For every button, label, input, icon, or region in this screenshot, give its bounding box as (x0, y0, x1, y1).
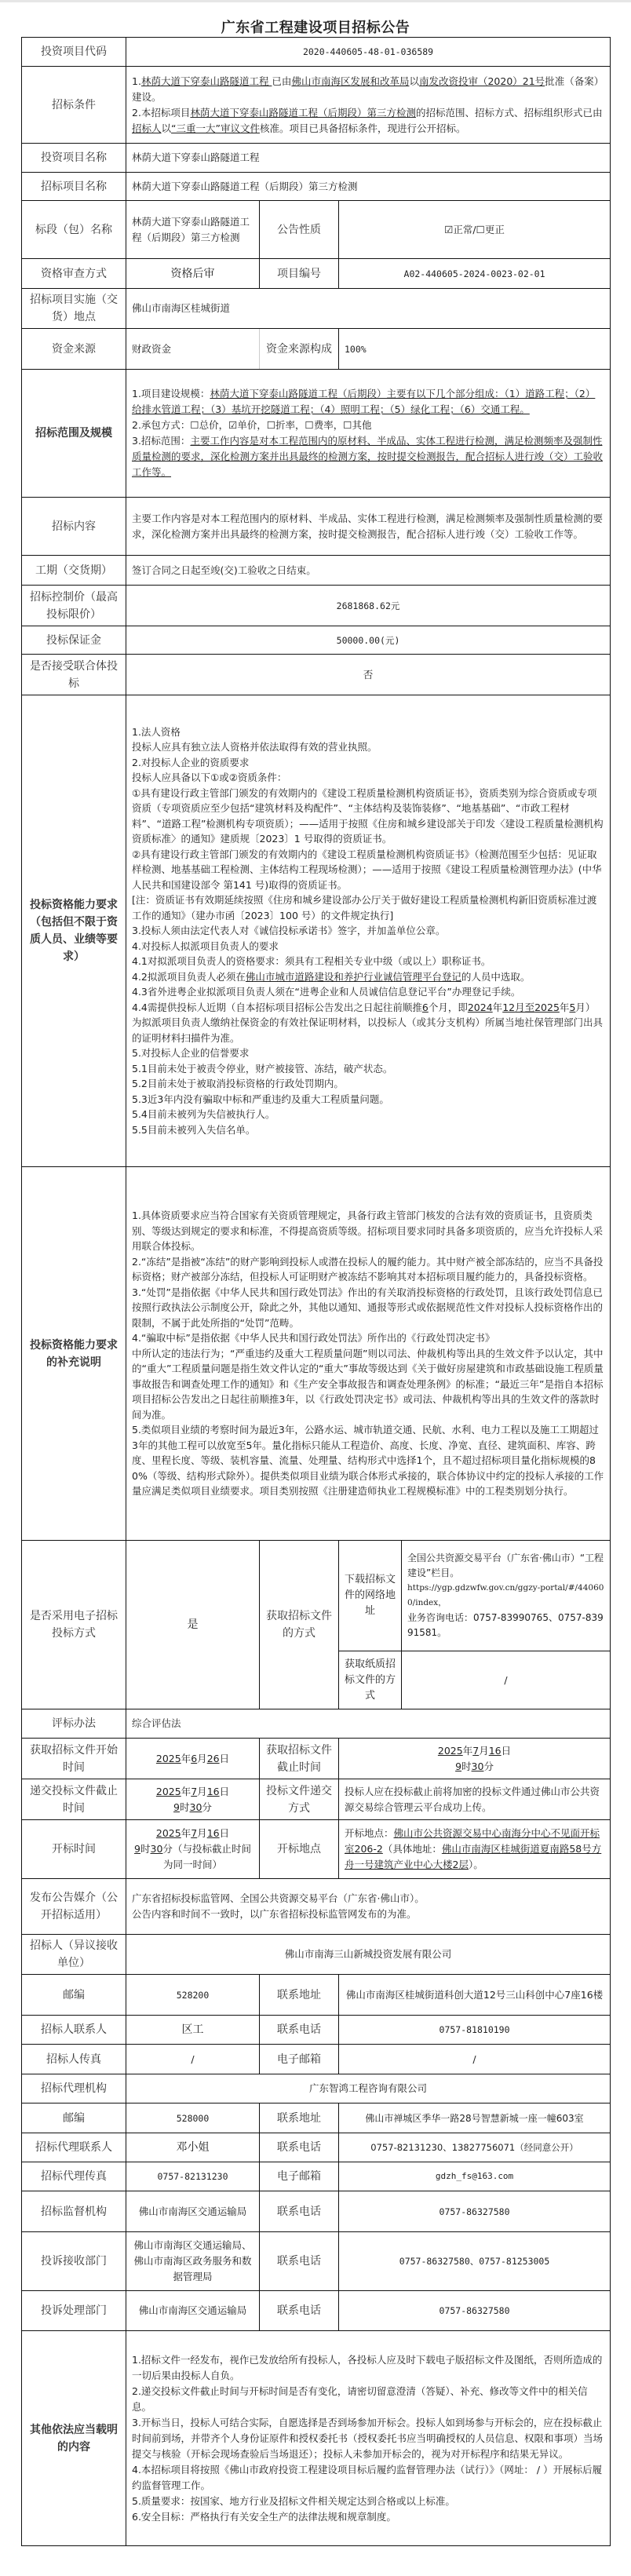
text: 2.对投标人企业的资质要求 (132, 756, 250, 768)
agency-fax-value: 0757-82131230 (126, 2162, 260, 2191)
complaint-proc-label: 投诉处理部门 (22, 2291, 126, 2331)
text: 12 (502, 1001, 516, 1013)
text: 4.2拟派项目负责人必须在 (132, 970, 246, 983)
text: 16 (206, 1827, 220, 1839)
text: 30 (189, 1801, 202, 1813)
supervisor-value: 佛山市南海区交通运输局 (126, 2191, 260, 2232)
invest-code-label: 投资项目代码 (22, 38, 126, 67)
agency-contact-label: 招标代理联系人 (22, 2133, 126, 2162)
text: 以 (161, 122, 172, 134)
row-tenderer (22, 1935, 611, 1975)
submit-way-value: 投标人应在投标截止前将加密的投标文件通过佛山市公共资源交易综合管理云平台成功上传。 (339, 1779, 611, 1820)
other-label: 其他依法应当载明的内容 (22, 2331, 126, 2546)
text: ）。 (468, 1859, 483, 1870)
text: 以 (409, 75, 419, 87)
media-label: 发布公告媒介（公开招标适用） (22, 1879, 126, 1935)
text: 30 (471, 1760, 484, 1772)
tender-notice-table (21, 37, 611, 2546)
row-electronic (22, 1541, 611, 1651)
text: 5.5目前未被列入失信名单。 (132, 1123, 256, 1136)
get-end-label: 获取招标文件截止时间 (260, 1739, 339, 1779)
text: 核准。项目已具备招标条件，现进行公开招标。 (259, 122, 466, 134)
agency-tel-value: 0757-82131230、13827756071（经同意公开） (339, 2133, 611, 2162)
text: 4.对投标人拟派项目负责人的要求 (132, 940, 279, 952)
tenderer-tel-label: 联系电话 (260, 2016, 339, 2045)
text: 投标人应具备以下①或②资质条件： (132, 772, 287, 784)
row-complaint-proc (22, 2291, 611, 2331)
text: 6 (191, 1752, 198, 1764)
electronic-value: 是 (126, 1541, 260, 1709)
text: 业务咨询电话：0757-83990765、0757-83991581。 (407, 1612, 604, 1638)
text: 3.开标当日，投标人可结合实际，自愿选择是否到场参加开标会。投标人如到场参与开标会的，应在投标截止时间前到场，并带齐个人身份证原件和授权委托书（授权委托书应当明确授权的人员信息、权限和事项）当场提交与核验（开标会现场查验后当场退还）；投标人未参加开标会的，视为对开标程序和结果无异议。 (132, 2416, 604, 2460)
text: 2.本招标项目 (132, 106, 191, 119)
location-value: 佛山市南海区桂城街道 (126, 289, 611, 329)
row-invest-code (22, 38, 611, 67)
text: 月至 (515, 1001, 535, 1013)
tenderer-contact-label: 招标人联系人 (22, 2016, 126, 2045)
tenderer-fax-value: / (126, 2045, 260, 2074)
text: 招标人 (132, 122, 162, 134)
opening-place-value (339, 1820, 611, 1879)
complaint-proc-tel-value: 0757-86327580 (339, 2291, 611, 2331)
tenderer-value: 佛山市南海三山新城投资发展有限公司 (126, 1935, 611, 1975)
agency-contact-value: 邓小姐 (126, 2133, 260, 2162)
row-get-time (22, 1739, 611, 1779)
text: 1. (132, 75, 141, 87)
price-label: 招标控制价（最高投标限价） (22, 586, 126, 626)
consortium-label: 是否接受联合体投标 (22, 655, 126, 695)
text: 2025 (534, 1001, 560, 1013)
get-method-label: 获取招标文件的方式 (260, 1541, 339, 1709)
page-title: 广东省工程建设项目招标公告 (221, 20, 410, 36)
period-label: 工期（交货期） (22, 556, 126, 586)
invest-name-value: 林荫大道下穿泰山路隧道工程 (126, 144, 611, 173)
text: 3.招标范围： (132, 435, 191, 447)
paper-value: / (402, 1651, 611, 1709)
text: 全国公共资源交易平台（广东省·佛山市）“工程建设”栏目。 (407, 1553, 604, 1578)
text: 2025 (155, 1827, 181, 1839)
text: 7 (191, 1785, 198, 1797)
text: 16 (206, 1785, 220, 1797)
fund-value: 财政资金 (126, 329, 260, 370)
tenderer-zip-value: 528200 (126, 1975, 260, 2016)
text: 2.承包方式：☐总价，☑单价，☐折率，☐费率，☐其他 (132, 419, 372, 431)
agency-tel-label: 联系电话 (260, 2133, 339, 2162)
row-fund (22, 329, 611, 370)
deposit-label: 投标保证金 (22, 626, 126, 655)
paper-label: 获取纸质招标文件的方式 (339, 1651, 402, 1709)
text: 5.2目前未处于被取消投标资格的行政处罚期内。 (132, 1078, 344, 1090)
tenderer-tel-value: 0757-81810190 (339, 2016, 611, 2045)
text: 月）为拟派项目负责人缴纳社保资金的有效社保证明材料，以投标人（或其分支机构）所属当地社保管理部门出具的证明材料扫描件为准。 (132, 1001, 604, 1044)
text: 年 (559, 1001, 570, 1013)
row-price (22, 586, 611, 626)
project-code-label: 项目编号 (260, 259, 339, 289)
text: 2.递交投标文件截止时间与开标时间是否有变化，请密切留意澄清（答疑）、补充、修改等文件中的相关信息。 (132, 2384, 588, 2413)
agency-zip-label: 邮编 (22, 2103, 126, 2133)
row-tenderer-contact (22, 2016, 611, 2045)
text: 林荫大道下穿泰山路隧道工程（后期段）主要有以下几个部分组成：（1）道路工程；（2）给排水管道工程；（3）基坑开挖隧道工程；（4）照明工程；（5）绿化工程；（6）交通工程。 (132, 388, 596, 415)
get-start-label: 获取招标文件开始时间 (22, 1739, 126, 1779)
content-label: 招标内容 (22, 498, 126, 556)
media-value (126, 1879, 611, 1935)
project-code-value: A02-440605-2024-0023-02-01 (339, 259, 611, 289)
text: 4.4需提供投标人近期（自本招标项目招标公告发出之日起往前顺推 (132, 1001, 422, 1013)
submit-value: 2025年7月16日 9时30分 (126, 1779, 260, 1820)
conditions-label: 招标条件 (22, 67, 126, 144)
text: 投标人应具有独立法人资格并依法取得有效的营业执照。 (132, 741, 378, 753)
text: 1.招标文件一经发布，视作已发放给所有投标人，各投标人应及时下载电子版招标文件及图纸，否则所造成的一切后果由投标人自负。 (132, 2353, 603, 2381)
complaint-recv-tel-value: 0757-86327580、0757-81253005 (339, 2232, 611, 2291)
row-invest-name (22, 144, 611, 173)
text: 2025 (155, 1752, 181, 1764)
text: 5 (569, 1001, 576, 1013)
row-agency-zip (22, 2103, 611, 2133)
text: [注：资质证书有效期延续按照《住房和城乡建设部办公厅关于做好建设工程质量检测机构新旧资质标准过渡工作的通知》（建办市函〔2023〕100 号）的文件规定执行] (132, 894, 597, 921)
row-tender-name (22, 173, 611, 201)
fund-comp-label: 资金来源构成 (260, 329, 339, 370)
opening-label: 开标时间 (22, 1820, 126, 1879)
agency-mail-value[interactable]: gdzh_fs@163.com (339, 2162, 611, 2191)
text: 9 (173, 1801, 180, 1813)
supplement-value (126, 1167, 611, 1541)
row-tenderer-fax (22, 2045, 611, 2074)
period-value: 签订合同之日起至竣(交)工验收之日结束。 (126, 556, 611, 586)
row-submit (22, 1779, 611, 1820)
text: 林荫大道下穿泰山路隧道工程（后期段）第三方检测 (190, 106, 416, 119)
text: 的招标范围、招标方式、招标组织形式已由 (415, 106, 603, 119)
tender-name-value: 林荫大道下穿泰山路隧道工程（后期段）第三方检测 (126, 173, 611, 201)
text: 公告内容和时间不一致时，以广东省招标投标监管网发布的为准。 (132, 1908, 417, 1920)
row-location (22, 289, 611, 329)
text: 2025 (155, 1785, 181, 1797)
get-end-value: 2025年7月16日 9时30分 (339, 1739, 611, 1779)
supervisor-tel-label: 联系电话 (260, 2191, 339, 2232)
fund-comp-value: 100% (339, 329, 611, 370)
tenderer-addr-value: 佛山市南海区桂城街道科创大道12号三山科创中心7座16楼 (339, 1975, 611, 2016)
text: 4.本招标项目将按照《佛山市政府投资工程建设项目标后履约监督管理办法（试行）》（网址： / ）开展标后履约监督管理工作。 (132, 2463, 603, 2491)
text: 主要工作内容是对本工程范围内的原材料、半成品、实体工程进行检测，满足检测频率及强制性质量检测的要求，深化检测方案并出具最终的检测方案，按时提交检测报告，配合招标人进行竣（交）工验收工作等。 (132, 435, 604, 478)
review-label: 资格审查方式 (22, 259, 126, 289)
row-content (22, 498, 611, 556)
tenderer-label: 招标人（异议接收单位） (22, 1935, 126, 1975)
invest-name-label: 投资项目名称 (22, 144, 126, 173)
row-scope (22, 370, 611, 498)
qualification-label: 投标资格能力要求（包括但不限于资质人员、业绩等要求） (22, 695, 126, 1167)
row-deposit (22, 626, 611, 655)
text: 广东省招标投标监管网、全国公共资源交易平台（广东省·佛山市）。 (132, 1892, 425, 1904)
row-other (22, 2331, 611, 2546)
text: 南发改资投审（2020）21号 (418, 75, 545, 87)
complaint-recv-label: 投诉接收部门 (22, 2232, 126, 2291)
text: 2.“冻结”是指被“冻结”的财产影响到投标人或潜在投标人的履约能力。其中财产被全部冻结的，应当不具备投标资格；财产被部分冻结，但投标人可证明财产被冻结不影响其对本招标项目履约能力的，具备投标资格。 (132, 1255, 604, 1283)
deposit-value: 50000.00(元) (126, 626, 611, 655)
row-opening (22, 1820, 611, 1879)
text: ②具有建设行政主管部门颁发的有效期内的《建设工程质量检测机构资质证书》（检测范围至少包括：见证取样检测、地基基础工程检测、主体结构工程现场检测）；——适用于按照《建设工程质量检测管理办法》(中华人民共和国建设部令 第141 号)取得的资质证书。 (132, 848, 602, 891)
tenderer-addr-label: 联系地址 (260, 1975, 339, 2016)
download-link[interactable]: https://ygp.gdzwfw.gov.cn/ggzy-portal/#/440600/index， (407, 1583, 604, 1607)
nature-value: ☑正常/☐更正 (339, 201, 611, 259)
section-label: 标段（包）名称 (22, 201, 126, 259)
text: 1.法人资格 (132, 725, 181, 738)
text: 已由 (272, 75, 292, 87)
text: 的人员中选取。 (461, 970, 531, 983)
text: 中所认定的违法行为；“严重违约及重大工程质量问题”则以司法、仲裁机构等出具的生效文件予以认定，其中的“重大”工程质量问题是指生效文件认定的“重大”事故等级达到《关于做好房屋建筑和市政基础设施工程质量事故报告和调查处理工作的通知》和《生产安全事故报告和调查处理条例》的标准；“最近三年”是指自本招标项目招标公告发出之日起往前顺推3年，以《行政处罚决定书》或司法、仲裁机构等出具的生效文件的落款时间为准。 (132, 1347, 604, 1421)
text: 4.1对拟派项目负责人的资格要求：须具有工程相关专业中级（或以上）职称证书。 (132, 955, 491, 968)
row-agency-fax (22, 2162, 611, 2191)
text: 佛山市公共资源交易中心南海分中心不见面开标室206-2 (345, 1827, 600, 1855)
text: 开标地点： (345, 1827, 394, 1839)
evaluation-label: 评标办法 (22, 1709, 126, 1739)
complaint-recv-value: 佛山市南海区交通运输局、佛山市南海区政务服务和数据管理局 (126, 2232, 260, 2291)
opening-place-label: 开标地点 (260, 1820, 339, 1879)
text: 2024 (467, 1001, 493, 1013)
submit-way-label: 投标文件递交方式 (260, 1779, 339, 1820)
text: 3.投标人须由法定代表人对《诚信投标承诺书》签字，并加盖单位公章。 (132, 925, 446, 937)
tenderer-mail-value: / (339, 2045, 611, 2074)
supervisor-tel-value: 0757-86327580 (339, 2191, 611, 2232)
row-conditions (22, 67, 611, 144)
text: 4.3省外进粤企业拟派项目负责人须在“进粤企业和人员诚信信息登记平台”办理登记手续。 (132, 986, 521, 998)
scope-label: 招标范围及规模 (22, 370, 126, 498)
text: 5.对投标人企业的信誉要求 (132, 1047, 250, 1060)
text: 4.“骗取中标”是指依据《中华人民共和国行政处罚法》所作出的《行政处罚决定书》 (132, 1332, 495, 1345)
text: 5.质量要求：按国家、地方行业及招标文件相关规定达到合格或以上标准。 (132, 2494, 455, 2507)
row-tenderer-zip (22, 1975, 611, 2016)
row-agency (22, 2074, 611, 2103)
price-value: 2681868.62元 (126, 586, 611, 626)
invest-code-value: 2020-440605-48-01-036589 (126, 38, 611, 67)
text: 9 (455, 1760, 462, 1772)
text: ①具有建设行政主管部门颁发的有效期内的《建设工程质量检测机构资质证书》，资质类别为综合资质或专项资质（专项资质应至少包括“建筑材料及构配件”、“主体结构及装饰装修”、“地基基础”、“市政工程材料”、“道路工程”检测机构专项资质）；——适用于按照《住房和城乡建设部关于印发〈建设工程质量检测机构资质标准〉的通知》建质规〔2023〕1 号取得的资质证书。 (132, 786, 604, 845)
row-media (22, 1879, 611, 1935)
tenderer-contact-value: 区工 (126, 2016, 260, 2045)
text: 5.类似项目业绩的考察时间为最近3年，公路水运、城市轨道交通、民航、水利、电力工程以及施工工期超过3年的其他工程可以放宽至5年。量化指标只能从工程造价、高度、长度、净宽、直径、建筑面积、库容、跨度、里程长度、等级、装机容量、流量、处理量、结构形式中选择1个，且不超过招标项目量化指标规模的80%（等级、结构形式除外）。提供类似项目业绩为联合体形式承接的，联合体协议中约定的投标人承接的工作量应满足类似项目业绩要求。项目类别按照《注册建造师执业工程规模标准》中的工程类别划分执行。 (132, 1424, 604, 1498)
agency-label: 招标代理机构 (22, 2074, 126, 2103)
text: 9 (134, 1843, 140, 1855)
text: 年 (492, 1001, 503, 1013)
agency-addr-label: 联系地址 (260, 2103, 339, 2133)
complaint-recv-tel-label: 联系电话 (260, 2232, 339, 2291)
row-period (22, 556, 611, 586)
text: 佛山市南海区桂城街道夏南路58号方舟一号建筑产业中心大楼2层 (345, 1843, 602, 1870)
agency-zip-value: 528000 (126, 2103, 260, 2133)
electronic-label: 是否采用电子招标投标方式 (22, 1541, 126, 1709)
text: 5.4目前未被列为失信被执行人。 (132, 1108, 275, 1121)
row-qualification (22, 695, 611, 1167)
text: “三重一大”审议文件 (171, 122, 260, 134)
row-evaluation (22, 1709, 611, 1739)
complaint-proc-tel-label: 联系电话 (260, 2291, 339, 2331)
tender-name-label: 招标项目名称 (22, 173, 126, 201)
row-section (22, 201, 611, 259)
text: 2025 (437, 1744, 463, 1757)
agency-addr-value: 佛山市禅城区季华一路28号智慧新城一座一幢603室 (339, 2103, 611, 2133)
fund-label: 资金来源 (22, 329, 126, 370)
text: 佛山市城市道路建设和养护行业诚信管理平台登记 (245, 970, 461, 983)
evaluation-value: 综合评估法 (126, 1709, 611, 1739)
tenderer-fax-label: 招标人传真 (22, 2045, 126, 2074)
consortium-value: 否 (126, 655, 611, 695)
complaint-proc-value: 佛山市南海区交通运输局 (126, 2291, 260, 2331)
tenderer-zip-label: 邮编 (22, 1975, 126, 2016)
supplement-label: 投标资格能力要求的补充说明 (22, 1167, 126, 1541)
nature-label: 公告性质 (260, 201, 339, 259)
agency-mail-label: 电子邮箱 (260, 2162, 339, 2191)
text: 30 (150, 1843, 163, 1855)
review-value: 资格后审 (126, 259, 260, 289)
conditions-value (126, 67, 611, 144)
text: 6.安全目标：严格执行有关安全生产的法律法规和规章制度。 (132, 2510, 396, 2523)
qualification-value (126, 695, 611, 1167)
other-value (126, 2331, 611, 2546)
row-review (22, 259, 611, 289)
opening-value: 2025年7月16日 9时30分（与投标截止时间为同一时间） (126, 1820, 260, 1879)
text: 7 (191, 1827, 198, 1839)
get-start-value: 2025年6月26日 (126, 1739, 260, 1779)
text: 26 (206, 1752, 220, 1764)
text: 1.项目建设规模： (132, 388, 210, 400)
text: 5.3近3年内没有骗取中标和严重违约及重大工程质量问题。 (132, 1093, 389, 1105)
text: 佛山市南海区发展和改革局 (291, 75, 410, 87)
text: （与投标截止时间为同一时间） (162, 1843, 251, 1870)
row-supplement (22, 1167, 611, 1541)
text: 个月，即 (428, 1001, 468, 1013)
location-label: 招标项目实施（交货）地点 (22, 289, 126, 329)
row-supervisor (22, 2191, 611, 2232)
agency-fax-label: 招标代理传真 (22, 2162, 126, 2191)
row-consortium (22, 655, 611, 695)
text: 3.“处罚”是指依据《中华人民共和国行政处罚法》作出的有关取消投标资格的行政处罚，且该行政处罚信息已按照行政执法公示制度公开，除此之外，其他以通知、通报等形式或依据规范性文件对投标人投标资格作出的限制，不属于此处所指的“处罚”范畴。 (132, 1286, 604, 1329)
supervisor-label: 招标监督机构 (22, 2191, 126, 2232)
text: 批准（备案）建设。 (132, 75, 604, 103)
text: 7 (472, 1744, 480, 1757)
row-agency-contact (22, 2133, 611, 2162)
tenderer-mail-label: 电子邮箱 (260, 2045, 339, 2074)
top-border (0, 0, 631, 2)
agency-value: 广东智鸿工程咨询有限公司 (126, 2074, 611, 2103)
scope-value (126, 370, 611, 498)
submit-label: 递交投标文件截止时间 (22, 1779, 126, 1820)
online-label: 下载招标文件的网络地址 (339, 1541, 402, 1651)
text: 6 (421, 1001, 429, 1013)
online-value (402, 1541, 611, 1651)
text: 16 (488, 1744, 502, 1757)
row-complaint-recv (22, 2232, 611, 2291)
content-value: 主要工作内容是对本工程范围内的原材料、半成品、实体工程进行检测，满足检测频率及强制性质量检测的要求，深化检测方案并出具最终的检测方案，按时提交检测报告，配合招标人进行竣（交）工验收工作等。 (126, 498, 611, 556)
text: （具体地址： (382, 1843, 442, 1855)
text: 林荫大道下穿泰山路隧道工程 (140, 75, 272, 87)
text: 1.具体资质要求应当符合国家有关资质管理规定，具备行政主管部门核发的合法有效的资质证书，且资质类别、等级达到规定的要求和标准，不得提高资质等级。招标项目要求同时具备多项资质的，应当允许投标人采用联合体投标。 (132, 1210, 604, 1253)
text: 5.1目前未处于被责令停业，财产被接管、冻结，破产状态。 (132, 1062, 393, 1075)
section-value: 林荫大道下穿泰山路隧道工程（后期段）第三方检测 (126, 201, 260, 259)
